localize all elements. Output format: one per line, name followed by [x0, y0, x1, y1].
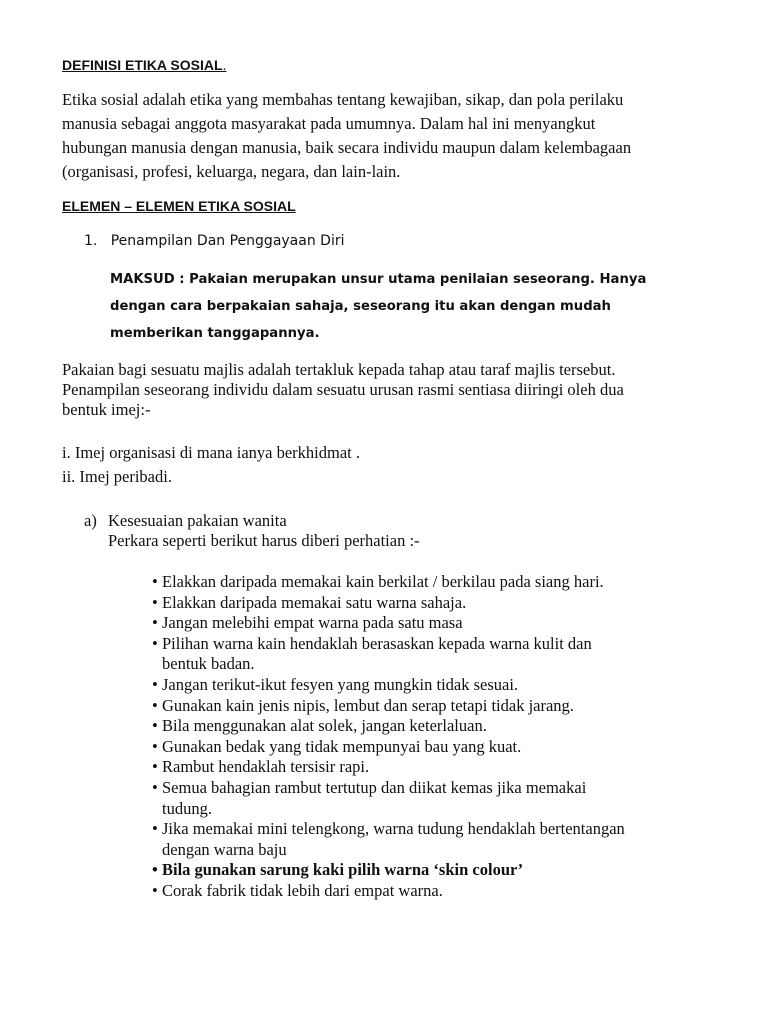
- bullet-text: Corak fabrik tidak lebih dari empat warna.: [162, 880, 443, 900]
- bullet-icon: •: [152, 757, 158, 777]
- bullet-continuation: dengan warna baju: [162, 839, 287, 859]
- roman-label: i.: [62, 443, 71, 462]
- bullet-icon: •: [152, 695, 158, 715]
- bullet-continuation: tudung.: [162, 798, 212, 818]
- bullet-continuation: bentuk badan.: [162, 654, 255, 674]
- item-number: 1.: [84, 233, 98, 249]
- bullet-list: [152, 572, 625, 902]
- bullet-text: Jangan terikut-ikut fesyen yang mungkin tidak sesuai.: [162, 674, 519, 694]
- heading-definisi-period: .: [222, 57, 227, 73]
- pakaian-line: bentuk imej:-: [62, 400, 151, 419]
- roman-text: Imej peribadi.: [79, 467, 172, 486]
- pakaian-line: Pakaian bagi sesuatu majlis adalah tertakluk kepada tahap atau taraf majlis tersebut.: [62, 360, 616, 379]
- bullet-item: [152, 634, 625, 675]
- bullet-item: [152, 675, 625, 696]
- bullet-item: [152, 593, 625, 614]
- definition-line: hubungan manusia dengan manusia, baik secara individu maupun dalam kelembagaan: [62, 138, 632, 157]
- bullet-text: Gunakan bedak yang tidak mempunyai bau yang kuat.: [162, 736, 522, 756]
- bullet-icon: •: [152, 736, 158, 756]
- bullet-text: Elakkan daripada memakai kain berkilat / berkilau pada siang hari.: [162, 572, 604, 591]
- bullet-text: Bila menggunakan alat solek, jangan keterlaluan.: [162, 716, 487, 736]
- bullet-icon: •: [152, 613, 158, 633]
- pakaian-line: Penampilan seseorang individu dalam sesuatu urusan rasmi sentiasa diiringi oleh dua: [62, 380, 624, 399]
- sub-label: a): [84, 511, 97, 530]
- bullet-icon: •: [152, 633, 158, 653]
- roman-item-i: [62, 443, 360, 463]
- heading-elemen-text: ELEMEN – ELEMEN ETIKA SOSIAL: [62, 198, 296, 214]
- bullet-item: [152, 819, 625, 860]
- bullet-item: [152, 572, 625, 593]
- bullet-text: Rambut hendaklah tersisir rapi.: [162, 757, 370, 777]
- bullet-text: Jangan melebihi empat warna pada satu masa: [162, 613, 463, 633]
- sub-subtitle: Perkara seperti berikut harus diberi perhatian :-: [108, 531, 420, 550]
- bullet-text: Jika memakai mini telengkong, warna tudung hendaklah bertentangan: [162, 819, 625, 839]
- roman-label: ii.: [62, 467, 76, 486]
- definition-line: (organisasi, profesi, keluarga, negara, dan lain-lain.: [62, 162, 401, 181]
- roman-text: Imej organisasi di mana ianya berkhidmat .: [74, 443, 361, 462]
- sub-item-a: [84, 511, 420, 551]
- bullet-icon: •: [152, 674, 158, 694]
- heading-definisi-text: DEFINISI ETIKA SOSIAL: [62, 57, 223, 73]
- definition-line: manusia sebagai anggota masyarakat pada umumnya. Dalam hal ini menyangkut: [62, 114, 596, 133]
- definition-paragraph: [62, 88, 702, 184]
- pakaian-paragraph: [62, 360, 624, 420]
- bullet-text: Elakkan daripada memakai satu warna sahaja.: [162, 592, 467, 612]
- bullet-text: Gunakan kain jenis nipis, lembut dan serap tetapi tidak jarang.: [162, 695, 574, 715]
- bullet-item-bold: [152, 860, 625, 881]
- bullet-icon: •: [152, 777, 158, 797]
- maksud-block: [110, 266, 710, 347]
- bullet-icon: •: [152, 880, 158, 900]
- maksud-line: dengan cara berpakaian sahaja, seseorang itu akan dengan mudah: [110, 299, 611, 314]
- bullet-text: Pilihan warna kain hendaklah berasaskan kepada warna kulit dan: [162, 633, 592, 653]
- bullet-icon: •: [152, 592, 158, 612]
- definition-line: Etika sosial adalah etika yang membahas tentang kewajiban, sikap, dan pola perilaku: [62, 90, 624, 109]
- maksud-line: memberikan tanggapannya.: [110, 326, 320, 341]
- bullet-item: [152, 696, 625, 717]
- bullet-icon: •: [152, 716, 158, 736]
- bullet-item: [152, 757, 625, 778]
- heading-elemen: [62, 198, 296, 214]
- bullet-icon: •: [152, 819, 158, 839]
- bullet-item: [152, 881, 625, 902]
- bullet-icon: •: [152, 572, 158, 591]
- bullet-item: [152, 737, 625, 758]
- bullet-icon: •: [152, 860, 158, 880]
- bullet-item: [152, 716, 625, 737]
- numbered-item-1: [84, 233, 344, 249]
- bullet-item: [152, 613, 625, 634]
- bullet-text: Semua bahagian rambut tertutup dan diikat kemas jika memakai: [162, 777, 587, 797]
- bullet-item: [152, 778, 625, 819]
- heading-definisi: [62, 57, 226, 73]
- item-title: Penampilan Dan Penggayaan Diri: [110, 233, 345, 249]
- roman-item-ii: [62, 467, 172, 487]
- sub-title: Kesesuaian pakaian wanita: [108, 511, 287, 530]
- maksud-line: MAKSUD : Pakaian merupakan unsur utama penilaian seseorang. Hanya: [110, 272, 647, 287]
- bullet-text: Bila gunakan sarung kaki pilih warna ‘skin colour’: [162, 860, 524, 880]
